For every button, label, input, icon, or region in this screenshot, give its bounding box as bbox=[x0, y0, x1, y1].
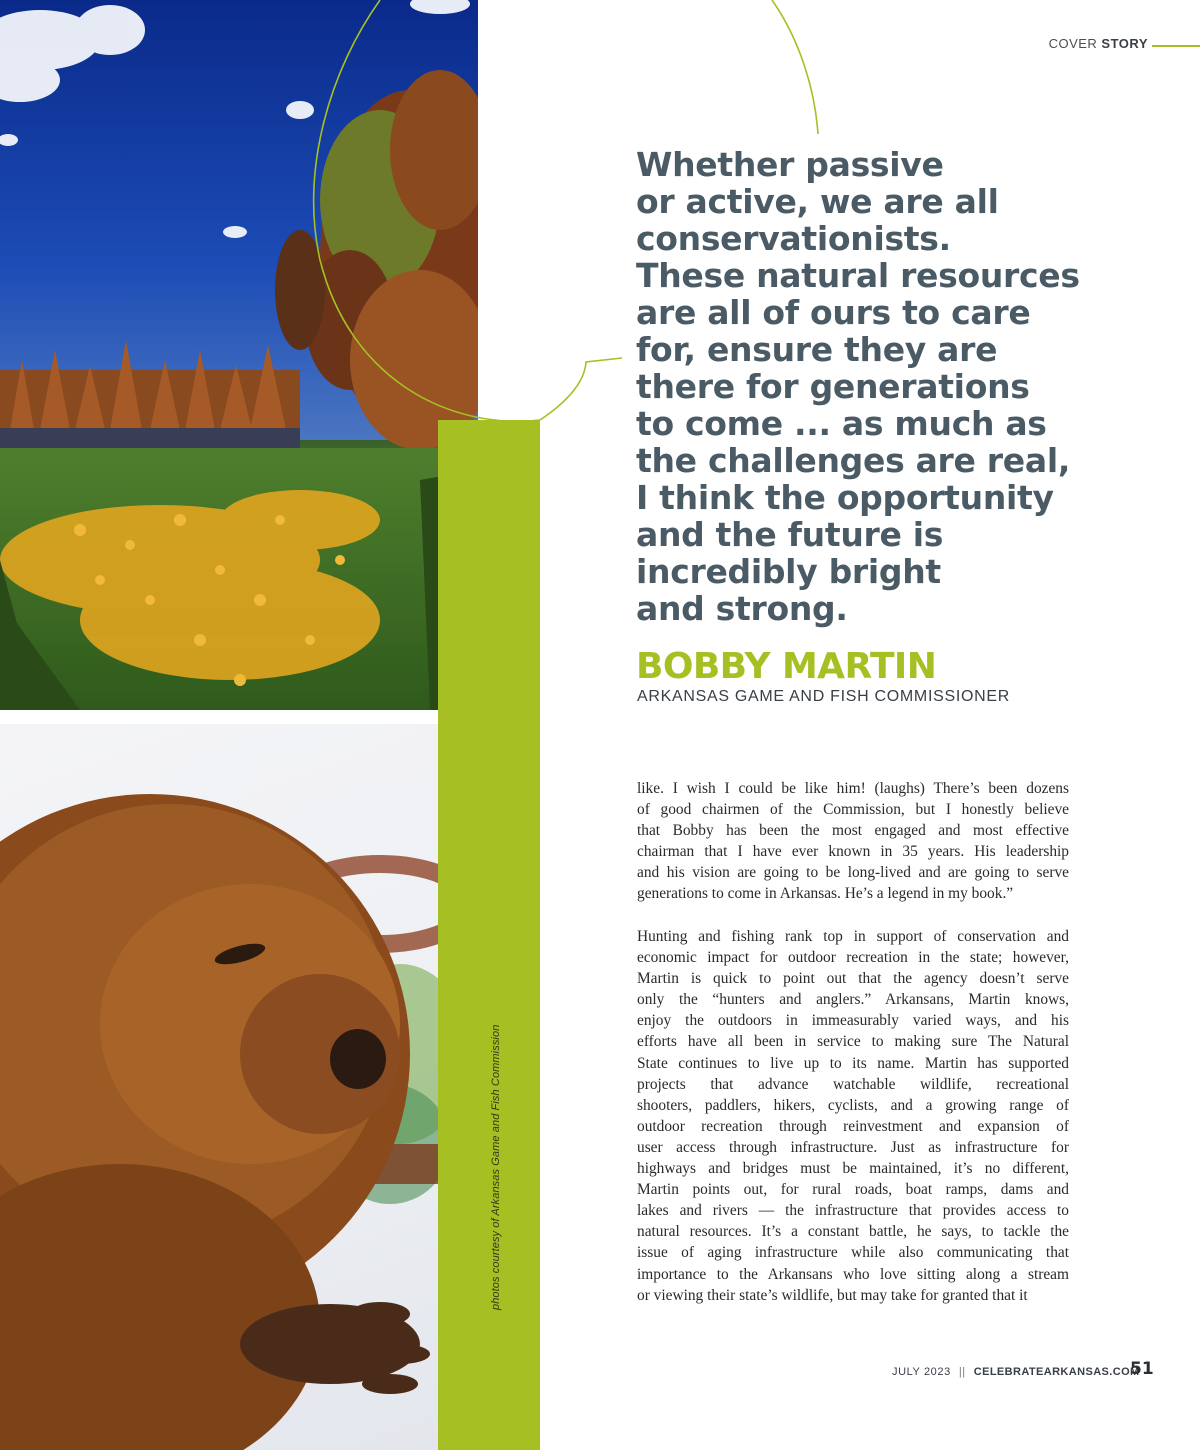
issue-date: JULY 2023 bbox=[892, 1366, 951, 1378]
body-paragraph bbox=[637, 778, 1069, 905]
body-line: efforts have all been in service to making sure The Natural bbox=[637, 1033, 1069, 1051]
quote-line: are all of ours to care bbox=[636, 293, 1031, 332]
folio bbox=[892, 1366, 1140, 1378]
pull-quote bbox=[636, 146, 1106, 627]
body-line: outdoor recreation through reinvestment and expansion of bbox=[637, 1117, 1069, 1135]
page-number: 51 bbox=[1130, 1359, 1154, 1379]
website-link[interactable]: CELEBRATEARKANSAS.COM bbox=[973, 1366, 1140, 1378]
quote-line: Whether passive bbox=[636, 145, 944, 184]
section-label-prefix: COVER bbox=[1048, 36, 1098, 51]
header-rule bbox=[1152, 45, 1200, 47]
section-label-bold: STORY bbox=[1101, 36, 1148, 51]
body-line: lakes and rivers — the infrastructure that provides access to bbox=[637, 1202, 1069, 1220]
quote-line: or active, we are all bbox=[636, 182, 999, 221]
quote-line: there for generations bbox=[636, 367, 1030, 406]
body-line: enjoy the outdoors in immeasurably varied ways, and his bbox=[637, 1012, 1069, 1030]
photo-credit: photos courtesy of Arkansas Game and Fish Commission bbox=[490, 1024, 502, 1310]
body-line: generations to come in Arkansas. He’s a legend in my book.” bbox=[637, 885, 1014, 903]
body-line: natural resources. It’s a constant battle, he says, to tackle the bbox=[637, 1223, 1069, 1241]
quote-author: BOBBY MARTIN bbox=[636, 646, 937, 687]
body-line: user access through infrastructure. Just as infrastructure for bbox=[637, 1138, 1069, 1156]
body-line: or viewing their state’s wildlife, but may take for granted that it bbox=[637, 1286, 1028, 1304]
body-line: importance to the Arkansans who love sitting along a stream bbox=[637, 1265, 1069, 1283]
quote-line: conservationists. bbox=[636, 219, 951, 258]
beaver-photo bbox=[0, 724, 438, 1450]
body-line: that Bobby has been the most engaged and most effective bbox=[637, 822, 1069, 840]
quote-author-role: ARKANSAS GAME AND FISH COMMISSIONER bbox=[637, 688, 1010, 705]
body-line: shooters, paddlers, hikers, cyclists, and a growing range of bbox=[637, 1096, 1069, 1114]
quote-line: and strong. bbox=[636, 589, 848, 628]
body-line: Martin is quick to point out that the agency doesn’t serve bbox=[637, 970, 1069, 988]
body-paragraph bbox=[637, 926, 1069, 1306]
body-line: projects that advance watchable wildlife, recreational bbox=[637, 1075, 1069, 1093]
section-label bbox=[1049, 36, 1148, 51]
quote-line: These natural resources bbox=[636, 256, 1080, 295]
quote-line: for, ensure they are bbox=[636, 330, 998, 369]
body-line: only the “hunters and anglers.” Arkansans, Martin knows, bbox=[637, 991, 1069, 1009]
swamp-landscape-photo bbox=[0, 0, 478, 710]
quote-line: to come ... as much as bbox=[636, 404, 1047, 443]
body-line: highways and bridges must be maintained, it’s no different, bbox=[637, 1160, 1069, 1178]
body-line: chairman that I have ever known in 35 years. His leadership bbox=[637, 843, 1069, 861]
body-line: economic impact for outdoor recreation in the state; however, bbox=[637, 949, 1069, 967]
body-line: of good chairmen of the Commission, but I honestly believe bbox=[637, 801, 1069, 819]
body-line: Martin points out, for rural roads, boat ramps, dams and bbox=[637, 1181, 1069, 1199]
quote-line: incredibly bright bbox=[636, 552, 941, 591]
accent-bar-step bbox=[478, 420, 540, 724]
body-line: Hunting and fishing rank top in support of conservation and bbox=[637, 928, 1069, 945]
quote-line: the challenges are real, bbox=[636, 441, 1071, 480]
body-line: State continues to live up to its name. Martin has supported bbox=[637, 1054, 1069, 1072]
body-line: issue of aging infrastructure while also communicating that bbox=[637, 1244, 1069, 1262]
folio-separator: || bbox=[958, 1366, 966, 1378]
quote-line: I think the opportunity bbox=[636, 478, 1054, 517]
quote-line: and the future is bbox=[636, 515, 944, 554]
body-line: and his vision are going to be long-lived and are going to serve bbox=[637, 864, 1069, 882]
body-line: like. I wish I could be like him! (laughs) There’s been dozens bbox=[637, 780, 1069, 797]
